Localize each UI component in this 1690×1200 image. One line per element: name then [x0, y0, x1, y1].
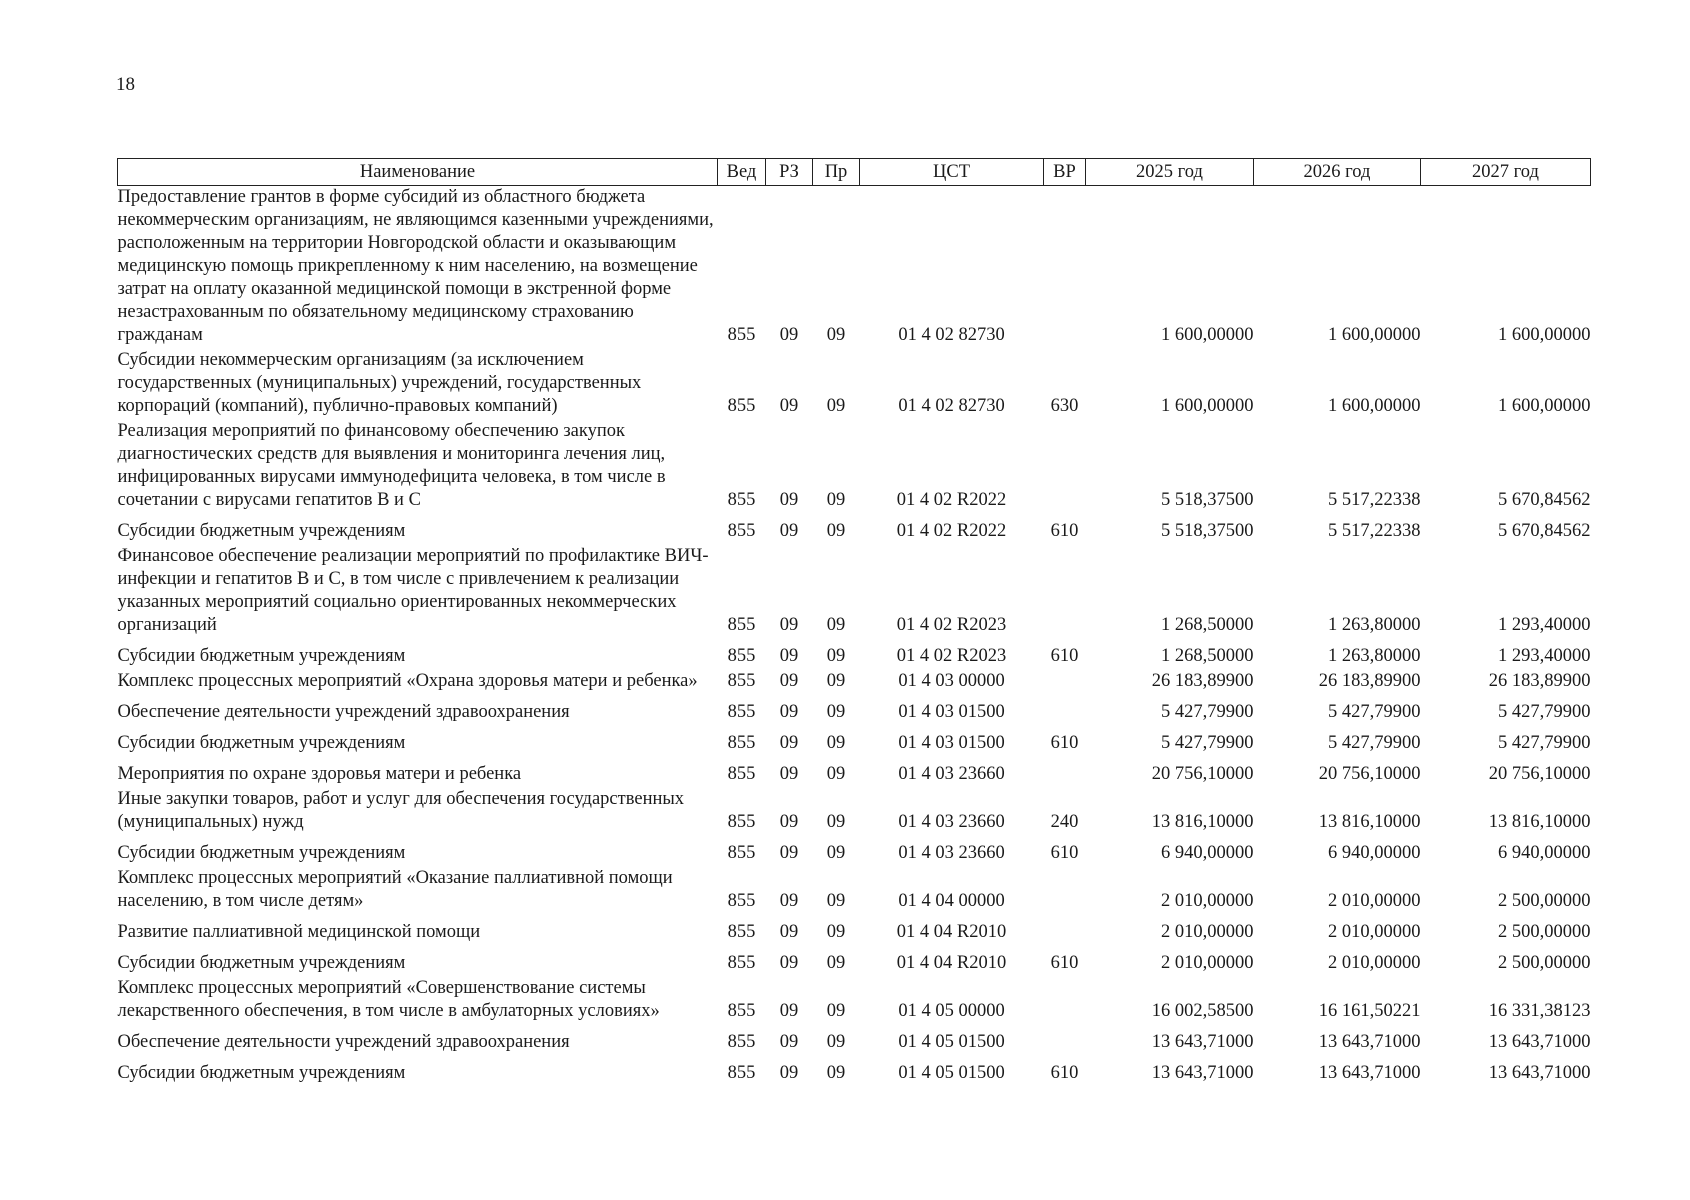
- cell-rz: 09: [779, 843, 799, 863]
- cell-name: Субсидии бюджетным учреждениям: [117, 953, 406, 973]
- cell-2026: 1 600,00000: [1328, 396, 1421, 416]
- table-row: [118, 349, 1591, 420]
- cell-cst: 01 4 05 01500: [898, 1032, 1005, 1052]
- table-row: [118, 757, 1591, 788]
- cell-pr: 09: [826, 1063, 846, 1083]
- cell-pr: 09: [826, 1032, 846, 1052]
- table-row: [118, 670, 1591, 695]
- cell-vr: 610: [1050, 843, 1079, 863]
- cell-vr: [1044, 420, 1086, 514]
- cell-name: Предоставление грантов в форме субсидий из областного бюджета некоммерческим организациям, не являющимся казенными учреждениями, расположенным на территории Новгородской области и оказывающим медицинскую помощь прикрепленному к ним населению, на возмещение затрат на оплату оказанной медицинской помощи в экстренной форме незастрахованным по обязательному медицинскому страхованию гражданам: [117, 187, 714, 345]
- cell-rz: 09: [779, 812, 799, 832]
- cell-ved: 855: [727, 1032, 756, 1052]
- header-rz: РЗ: [766, 159, 813, 186]
- cell-rz: 09: [779, 1001, 799, 1021]
- table-row: [118, 836, 1591, 867]
- cell-cst: 01 4 02 82730: [898, 396, 1005, 416]
- cell-pr: 09: [826, 733, 846, 753]
- cell-vr: [1044, 695, 1086, 726]
- cell-ved: 855: [727, 671, 756, 691]
- cell-name: Развитие паллиативной медицинской помощи: [117, 922, 481, 942]
- cell-cst: 01 4 03 23660: [898, 843, 1005, 863]
- header-2027: 2027 год: [1421, 159, 1591, 186]
- cell-ved: 855: [727, 764, 756, 784]
- cell-2026: 5 427,79900: [1328, 733, 1421, 753]
- cell-2026: 5 427,79900: [1328, 702, 1421, 722]
- header-name: Наименование: [118, 159, 718, 186]
- cell-2025: 1 268,50000: [1161, 615, 1254, 635]
- table-row: [118, 639, 1591, 670]
- cell-2026: 26 183,89900: [1318, 671, 1421, 691]
- cell-2027: 1 600,00000: [1498, 396, 1591, 416]
- cell-ved: 855: [727, 812, 756, 832]
- cell-vr: [1044, 867, 1086, 915]
- table-header-row: [118, 159, 1591, 186]
- cell-rz: 09: [779, 646, 799, 666]
- cell-cst: 01 4 03 23660: [898, 812, 1005, 832]
- cell-pr: 09: [826, 671, 846, 691]
- cell-ved: 855: [727, 953, 756, 973]
- cell-vr: 610: [1050, 521, 1079, 541]
- cell-rz: 09: [779, 671, 799, 691]
- cell-vr: [1044, 915, 1086, 946]
- cell-2027: 2 500,00000: [1498, 922, 1591, 942]
- cell-name: Субсидии бюджетным учреждениям: [117, 1063, 406, 1083]
- cell-2025: 5 518,37500: [1161, 521, 1254, 541]
- cell-vr: 610: [1050, 1063, 1079, 1083]
- cell-2027: 1 600,00000: [1498, 325, 1591, 345]
- cell-pr: 09: [826, 702, 846, 722]
- table-row: [118, 946, 1591, 977]
- cell-2025: 20 756,10000: [1151, 764, 1254, 784]
- cell-2026: 13 643,71000: [1318, 1063, 1421, 1083]
- cell-cst: 01 4 04 R2010: [896, 922, 1007, 942]
- cell-ved: 855: [727, 843, 756, 863]
- cell-name: Субсидии некоммерческим организациям (за исключением государственных (муниципальных) учреждений, государственных корпораций (компаний), публично-правовых компаний): [117, 350, 642, 416]
- budget-table: [117, 158, 1591, 1087]
- cell-ved: 855: [727, 490, 756, 510]
- cell-ved: 855: [727, 646, 756, 666]
- cell-rz: 09: [779, 396, 799, 416]
- cell-ved: 855: [727, 922, 756, 942]
- cell-ved: 855: [727, 325, 756, 345]
- cell-rz: 09: [779, 764, 799, 784]
- cell-2026: 2 010,00000: [1328, 953, 1421, 973]
- table-body: [118, 186, 1591, 1088]
- table-row: [118, 420, 1591, 514]
- table-row: [118, 977, 1591, 1025]
- table-row: [118, 915, 1591, 946]
- cell-2027: 1 293,40000: [1498, 646, 1591, 666]
- cell-pr: 09: [826, 490, 846, 510]
- cell-pr: 09: [826, 764, 846, 784]
- cell-2027: 1 293,40000: [1498, 615, 1591, 635]
- cell-cst: 01 4 04 R2010: [896, 953, 1007, 973]
- header-vr: ВР: [1044, 159, 1086, 186]
- cell-2027: 13 643,71000: [1488, 1063, 1591, 1083]
- table-row: [118, 1056, 1591, 1087]
- cell-2025: 13 816,10000: [1151, 812, 1254, 832]
- cell-name: Обеспечение деятельности учреждений здравоохранения: [117, 702, 570, 722]
- cell-2026: 2 010,00000: [1328, 891, 1421, 911]
- table-row: [118, 1025, 1591, 1056]
- cell-2027: 26 183,89900: [1488, 671, 1591, 691]
- cell-2026: 5 517,22338: [1328, 490, 1421, 510]
- cell-pr: 09: [826, 922, 846, 942]
- cell-name: Иные закупки товаров, работ и услуг для обеспечения государственных (муниципальных) нужд: [117, 789, 685, 832]
- cell-2027: 13 643,71000: [1488, 1032, 1591, 1052]
- cell-vr: [1044, 545, 1086, 639]
- cell-2025: 6 940,00000: [1161, 843, 1254, 863]
- cell-cst: 01 4 02 R2022: [896, 521, 1007, 541]
- table-row: [118, 695, 1591, 726]
- cell-pr: 09: [826, 812, 846, 832]
- cell-pr: 09: [826, 646, 846, 666]
- table-row: [118, 186, 1591, 350]
- cell-rz: 09: [779, 1063, 799, 1083]
- cell-rz: 09: [779, 922, 799, 942]
- cell-cst: 01 4 03 01500: [898, 733, 1005, 753]
- cell-rz: 09: [779, 521, 799, 541]
- cell-2025: 13 643,71000: [1151, 1032, 1254, 1052]
- cell-ved: 855: [727, 891, 756, 911]
- cell-vr: 610: [1050, 646, 1079, 666]
- cell-rz: 09: [779, 733, 799, 753]
- table-row: [118, 788, 1591, 836]
- cell-vr: 610: [1050, 733, 1079, 753]
- cell-2025: 5 518,37500: [1161, 490, 1254, 510]
- cell-2027: 2 500,00000: [1498, 953, 1591, 973]
- table-row: [118, 545, 1591, 639]
- cell-2027: 2 500,00000: [1498, 891, 1591, 911]
- cell-vr: [1044, 1025, 1086, 1056]
- cell-vr: [1044, 977, 1086, 1025]
- cell-ved: 855: [727, 733, 756, 753]
- cell-vr: [1044, 186, 1086, 350]
- cell-2025: 16 002,58500: [1151, 1001, 1254, 1021]
- cell-2026: 6 940,00000: [1328, 843, 1421, 863]
- cell-ved: 855: [727, 1001, 756, 1021]
- cell-2026: 1 263,80000: [1328, 646, 1421, 666]
- cell-cst: 01 4 02 R2022: [896, 490, 1007, 510]
- cell-ved: 855: [727, 521, 756, 541]
- cell-2025: 13 643,71000: [1151, 1063, 1254, 1083]
- cell-cst: 01 4 05 01500: [898, 1063, 1005, 1083]
- cell-name: Финансовое обеспечение реализации мероприятий по профилактике ВИЧ-инфекции и гепатитов B и C, в том числе с привлечением к реализации указанных мероприятий социально ориентированных некоммерческих организаций: [117, 546, 709, 635]
- cell-rz: 09: [779, 891, 799, 911]
- cell-2025: 26 183,89900: [1151, 671, 1254, 691]
- cell-name: Субсидии бюджетным учреждениям: [117, 646, 406, 666]
- cell-rz: 09: [779, 615, 799, 635]
- cell-2025: 5 427,79900: [1161, 733, 1254, 753]
- cell-pr: 09: [826, 615, 846, 635]
- cell-2026: 13 816,10000: [1318, 812, 1421, 832]
- cell-pr: 09: [826, 1001, 846, 1021]
- cell-pr: 09: [826, 521, 846, 541]
- cell-cst: 01 4 02 R2023: [896, 615, 1007, 635]
- header-cst: ЦСТ: [860, 159, 1044, 186]
- cell-2025: 5 427,79900: [1161, 702, 1254, 722]
- cell-pr: 09: [826, 396, 846, 416]
- cell-cst: 01 4 03 23660: [898, 764, 1005, 784]
- cell-pr: 09: [826, 891, 846, 911]
- cell-2027: 5 427,79900: [1498, 702, 1591, 722]
- cell-vr: 610: [1050, 953, 1079, 973]
- cell-2026: 13 643,71000: [1318, 1032, 1421, 1052]
- cell-name: Комплекс процессных мероприятий «Охрана здоровья матери и ребенка»: [117, 671, 698, 691]
- cell-pr: 09: [826, 953, 846, 973]
- header-pr: Пр: [813, 159, 860, 186]
- cell-2026: 1 600,00000: [1328, 325, 1421, 345]
- cell-2026: 16 161,50221: [1318, 1001, 1421, 1021]
- cell-ved: 855: [727, 396, 756, 416]
- page-number: 18: [116, 74, 135, 95]
- cell-2027: 13 816,10000: [1488, 812, 1591, 832]
- cell-ved: 855: [727, 615, 756, 635]
- cell-2027: 5 670,84562: [1498, 521, 1591, 541]
- cell-vr: [1044, 670, 1086, 695]
- cell-2026: 5 517,22338: [1328, 521, 1421, 541]
- cell-name: Обеспечение деятельности учреждений здравоохранения: [117, 1032, 570, 1052]
- cell-2025: 1 600,00000: [1161, 396, 1254, 416]
- cell-cst: 01 4 03 01500: [898, 702, 1005, 722]
- cell-2025: 2 010,00000: [1161, 953, 1254, 973]
- cell-2026: 1 263,80000: [1328, 615, 1421, 635]
- cell-rz: 09: [779, 702, 799, 722]
- cell-cst: 01 4 04 00000: [898, 891, 1005, 911]
- cell-cst: 01 4 02 R2023: [896, 646, 1007, 666]
- cell-rz: 09: [779, 325, 799, 345]
- cell-name: Комплекс процессных мероприятий «Совершенствование системы лекарственного обеспечения, в том числе в амбулаторных условиях»: [117, 978, 660, 1021]
- header-2026: 2026 год: [1254, 159, 1421, 186]
- cell-2027: 6 940,00000: [1498, 843, 1591, 863]
- cell-2027: 20 756,10000: [1488, 764, 1591, 784]
- table-row: [118, 514, 1591, 545]
- cell-2027: 5 670,84562: [1498, 490, 1591, 510]
- cell-rz: 09: [779, 1032, 799, 1052]
- cell-pr: 09: [826, 325, 846, 345]
- cell-2025: 1 600,00000: [1161, 325, 1254, 345]
- cell-2025: 2 010,00000: [1161, 891, 1254, 911]
- cell-name: Субсидии бюджетным учреждениям: [117, 521, 406, 541]
- cell-cst: 01 4 05 00000: [898, 1001, 1005, 1021]
- cell-cst: 01 4 03 00000: [898, 671, 1005, 691]
- cell-2027: 5 427,79900: [1498, 733, 1591, 753]
- cell-cst: 01 4 02 82730: [898, 325, 1005, 345]
- cell-vr: 240: [1050, 812, 1079, 832]
- table-row: [118, 726, 1591, 757]
- cell-name: Комплекс процессных мероприятий «Оказание паллиативной помощи населению, в том числе детям»: [117, 868, 673, 911]
- header-2025: 2025 год: [1086, 159, 1254, 186]
- cell-rz: 09: [779, 953, 799, 973]
- cell-rz: 09: [779, 490, 799, 510]
- cell-name: Субсидии бюджетным учреждениям: [117, 843, 406, 863]
- table-row: [118, 867, 1591, 915]
- cell-name: Мероприятия по охране здоровья матери и ребенка: [117, 764, 522, 784]
- cell-pr: 09: [826, 843, 846, 863]
- cell-vr: [1044, 757, 1086, 788]
- cell-2026: 2 010,00000: [1328, 922, 1421, 942]
- cell-ved: 855: [727, 702, 756, 722]
- cell-ved: 855: [727, 1063, 756, 1083]
- header-ved: Вед: [718, 159, 766, 186]
- cell-2025: 2 010,00000: [1161, 922, 1254, 942]
- cell-name: Субсидии бюджетным учреждениям: [117, 733, 406, 753]
- cell-2026: 20 756,10000: [1318, 764, 1421, 784]
- cell-vr: 630: [1050, 396, 1079, 416]
- cell-2027: 16 331,38123: [1488, 1001, 1591, 1021]
- cell-name: Реализация мероприятий по финансовому обеспечению закупок диагностических средств для выявления и мониторинга лечения лиц, инфицированных вирусами иммунодефицита человека, в том числе в сочетании с вирусами гепатитов B и C: [117, 421, 666, 510]
- cell-2025: 1 268,50000: [1161, 646, 1254, 666]
